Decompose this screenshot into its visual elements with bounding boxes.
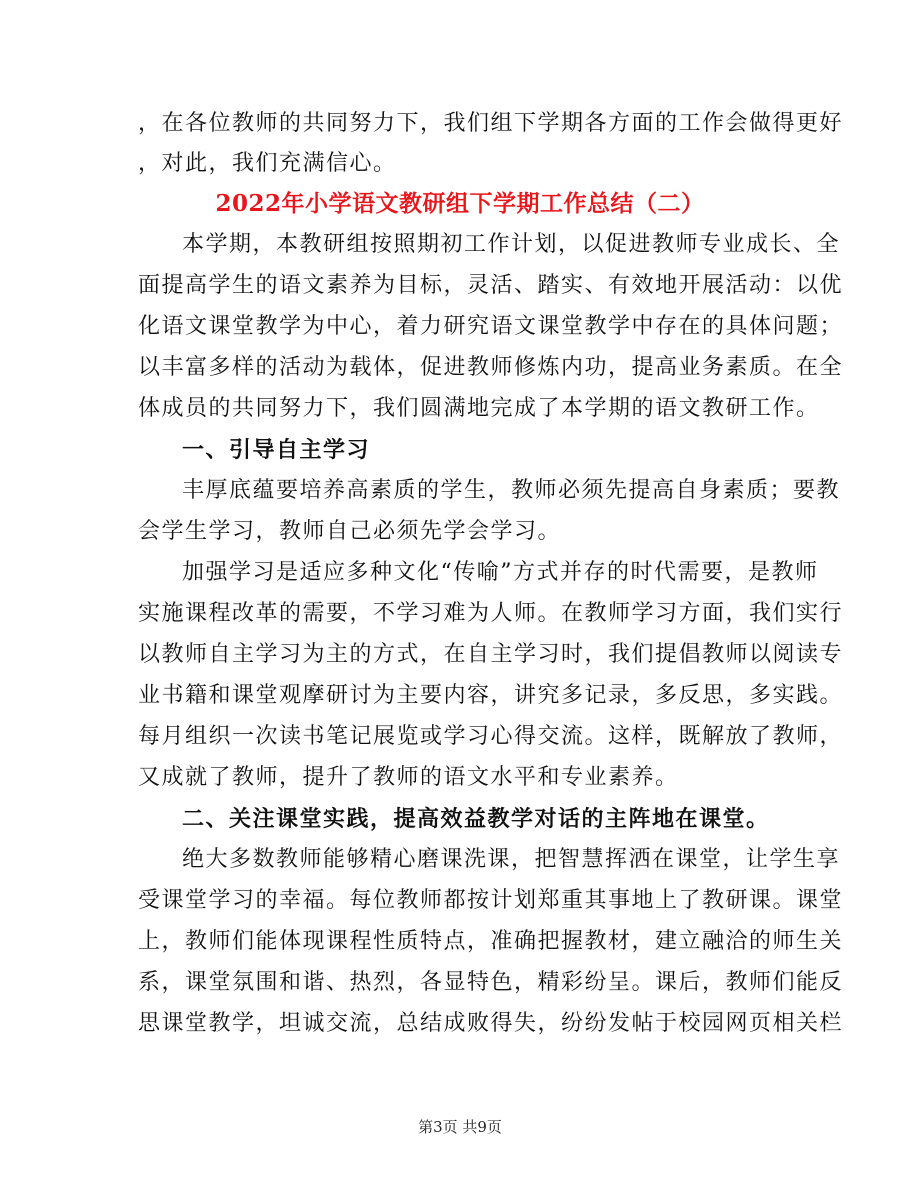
paragraph-line: 又成就了教师，提升了教师的语文水平和专业素养。 (138, 765, 679, 790)
document-title: 2022年小学语文教研组下学期工作总结（二） (215, 190, 705, 217)
paragraph-line: 业书籍和课堂观摩研讨为主要内容，讲究多记录，多反思，多实践。 (138, 683, 844, 708)
paragraph-line: 加强学习是适应多种文化“传喻”方式并存的时代需要，是教师 (182, 560, 819, 585)
paragraph-line: 体成员的共同努力下，我们圆满地完成了本学期的语文教研工作。 (138, 396, 820, 421)
section-heading: 二、关注课堂实践，提高效益教学对话的主阵地在课堂。 (182, 806, 770, 832)
page-number: 第3页 共9页 (418, 1118, 502, 1136)
paragraph-line: 化语文课堂教学为中心，着力研究语文课堂教学中存在的具体问题； (138, 314, 844, 339)
paragraph-line: 以丰富多样的活动为载体，促进教师修炼内功，提高业务素质。在全 (138, 355, 844, 380)
intro-line: ，对此，我们充满信心。 (138, 151, 397, 176)
paragraph-line: 思课堂教学，坦诚交流，总结成败得失，纷纷发帖于校园网页相关栏 (138, 1011, 844, 1036)
paragraph-line: 丰厚底蕴要培养高素质的学生，教师必须先提高自身素质；要教 (182, 478, 841, 503)
paragraph-line: 本学期，本教研组按照期初工作计划，以促进教师专业成长、全 (182, 232, 841, 257)
paragraph-line: 系，课堂氛围和谐、热烈，各显特色，精彩纷呈。课后，教师们能反 (138, 970, 844, 995)
paragraph-line: 上，教师们能体现课程性质特点，准确把握教材，建立融洽的师生关 (138, 929, 844, 954)
paragraph-line: 面提高学生的语文素养为目标，灵活、踏实、有效地开展活动：以优 (138, 273, 844, 298)
intro-line: ，在各位教师的共同努力下，我们组下学期各方面的工作会做得更好 (138, 111, 844, 136)
paragraph-line: 实施课程改革的需要，不学习难为人师。在教师学习方面，我们实行 (138, 601, 844, 626)
paragraph-line: 每月组织一次读书笔记展览或学习心得交流。这样，既解放了教师， (138, 724, 844, 749)
paragraph-line: 以教师自主学习为主的方式，在自主学习时，我们提倡教师以阅读专 (138, 642, 844, 667)
paragraph-line: 受课堂学习的幸福。每位教师都按计划郑重其事地上了教研课。课堂 (138, 888, 844, 913)
section-heading: 一、引导自主学习 (182, 437, 371, 463)
paragraph-line: 会学生学习，教师自己必须先学会学习。 (138, 519, 562, 544)
paragraph-line: 绝大多数教师能够精心磨课洗课，把智慧挥洒在课堂，让学生享 (182, 847, 841, 872)
